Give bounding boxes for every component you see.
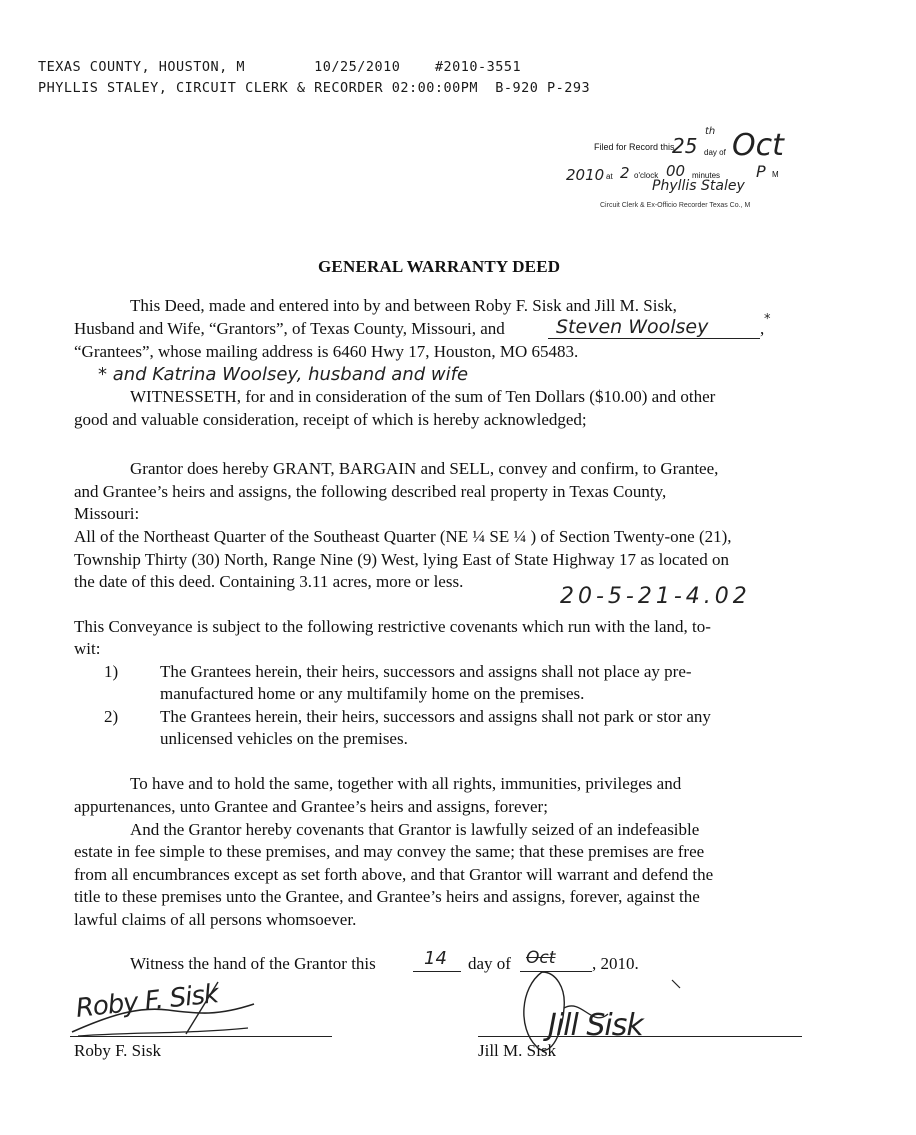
- grantee-asterisk: *: [764, 312, 771, 327]
- legal-description-line1: All of the Northeast Quarter of the Southeast Quarter (NE ¼ SE ¼ ) of Section Twenty-one (21),: [74, 527, 732, 546]
- grantee-name-hand: Steven Woolsey: [556, 316, 709, 338]
- grantor2-signature-flourish: [512, 968, 712, 1068]
- witness-day-hand: 14: [424, 948, 447, 969]
- grantor2-signature-script: Jill Sisk: [548, 1008, 643, 1043]
- para4-line1: This Conveyance is subject to the following restrictive covenants which run with the land, to-: [74, 617, 711, 636]
- stamp-month: Oct: [732, 128, 784, 163]
- para5-line2: appurtenances, unto Grantee and Grantee’s heirs and assigns, forever;: [74, 797, 548, 816]
- grantor1-signature-flourish: [68, 976, 258, 1042]
- stamp-oclock-label: o'clock: [634, 171, 659, 180]
- para2-line1: WITNESSETH, for and in consideration of the sum of Ten Dollars ($10.00) and other: [130, 387, 716, 406]
- stamp-day: 25: [672, 134, 698, 158]
- covenant2-number: 2): [104, 707, 119, 726]
- stamp-hour: 2: [620, 164, 630, 182]
- grantee-blank-line: [548, 338, 760, 339]
- para6-line5: lawful claims of all persons whomsoever.: [74, 910, 357, 929]
- witness-mid: day of: [468, 954, 511, 973]
- legal-description-line3: the date of this deed. Containing 3.11 acres, more or less.: [74, 572, 464, 591]
- witness-day-line: [413, 971, 461, 972]
- para1-line1: This Deed, made and entered into by and between Roby F. Sisk and Jill M. Sisk,: [130, 296, 677, 315]
- stamp-clerk-signature: Phyllis Staley: [652, 178, 745, 194]
- filing-stamp: [560, 118, 800, 218]
- stamp-day-suffix: th: [705, 126, 716, 137]
- stamp-ampm: P: [756, 162, 766, 181]
- covenant1-number: 1): [104, 662, 119, 681]
- stamp-minutes-label: minutes: [692, 171, 721, 180]
- witness-month-hand: Oct: [526, 948, 556, 968]
- covenant1-line1: The Grantees herein, their heirs, successors and assigns shall not place ay pre-: [160, 662, 692, 681]
- document-title: GENERAL WARRANTY DEED: [318, 257, 561, 276]
- para4-line2: wit:: [74, 639, 101, 658]
- stamp-minutes: 00: [666, 162, 686, 180]
- recording-header-line2: PHYLLIS STALEY, CIRCUIT CLERK & RECORDER 02:00:00PM B-920 P-293: [38, 80, 591, 96]
- stamp-clerk-title: Circuit Clerk & Ex-Officio Recorder Texas Co., M: [600, 202, 751, 209]
- witness-prefix: Witness the hand of the Grantor this: [130, 954, 376, 973]
- para1-line3: “Grantees”, whose mailing address is 6460 Hwy 17, Houston, MO 65483.: [74, 342, 579, 361]
- grantor1-signature-script: Roby F. Sisk: [74, 979, 220, 1024]
- grantee-comma: ,: [760, 319, 765, 338]
- stamp-dayof-label: day of: [704, 148, 726, 157]
- grantor1-signature: [68, 976, 258, 1042]
- legal-description-line2: Township Thirty (30) North, Range Nine (9) West, lying East of State Highway 17 as located on: [74, 550, 729, 569]
- grantor1-printed-name: Roby F. Sisk: [74, 1041, 161, 1060]
- stamp-filed-label: Filed for Record this: [594, 142, 675, 152]
- grantor2-printed-name: Jill M. Sisk: [478, 1041, 556, 1060]
- para6-line1: And the Grantor hereby covenants that Grantor is lawfully seized of an indefeasible: [130, 820, 700, 839]
- para6-line3: from all encumbrances except as set forth above, and that Grantor will warrant and defend the: [74, 865, 714, 884]
- para3-line2: and Grantee’s heirs and assigns, the following described real property in Texas County,: [74, 482, 667, 501]
- recording-header-line1: TEXAS COUNTY, HOUSTON, M 10/25/2010 #2010-3551: [38, 59, 522, 75]
- grantor2-signature: [512, 968, 712, 1068]
- para3-line3: Missouri:: [74, 504, 140, 523]
- stamp-m-label: M: [772, 170, 779, 179]
- para2-line2: good and valuable consideration, receipt of which is hereby acknowledged;: [74, 410, 587, 429]
- para3-line1: Grantor does hereby GRANT, BARGAIN and SELL, convey and confirm, to Grantee,: [130, 459, 719, 478]
- stamp-year: 2010: [566, 166, 605, 184]
- para6-line4: title to these premises unto the Grantee, and Grantee’s heirs and assigns, forever, against the: [74, 887, 700, 906]
- stamp-at-label: at: [606, 172, 613, 181]
- covenant2-line2: unlicensed vehicles on the premises.: [160, 729, 408, 748]
- witness-suffix: , 2010.: [592, 954, 639, 973]
- para1-line2: Husband and Wife, “Grantors”, of Texas County, Missouri, and: [74, 319, 505, 338]
- para5-line1: To have and to hold the same, together with all rights, immunities, privileges and: [130, 774, 682, 793]
- covenant1-line2: manufactured home or any multifamily home on the premises.: [160, 684, 585, 703]
- para6-line2: estate in fee simple to these premises, and may convey the same; that these premises are free: [74, 842, 705, 861]
- grantee-addition-hand: * and Katrina Woolsey, husband and wife: [98, 364, 469, 385]
- parcel-number-hand: 20-5-21-4.02: [560, 584, 751, 609]
- covenant2-line1: The Grantees herein, their heirs, successors and assigns shall not park or stor any: [160, 707, 711, 726]
